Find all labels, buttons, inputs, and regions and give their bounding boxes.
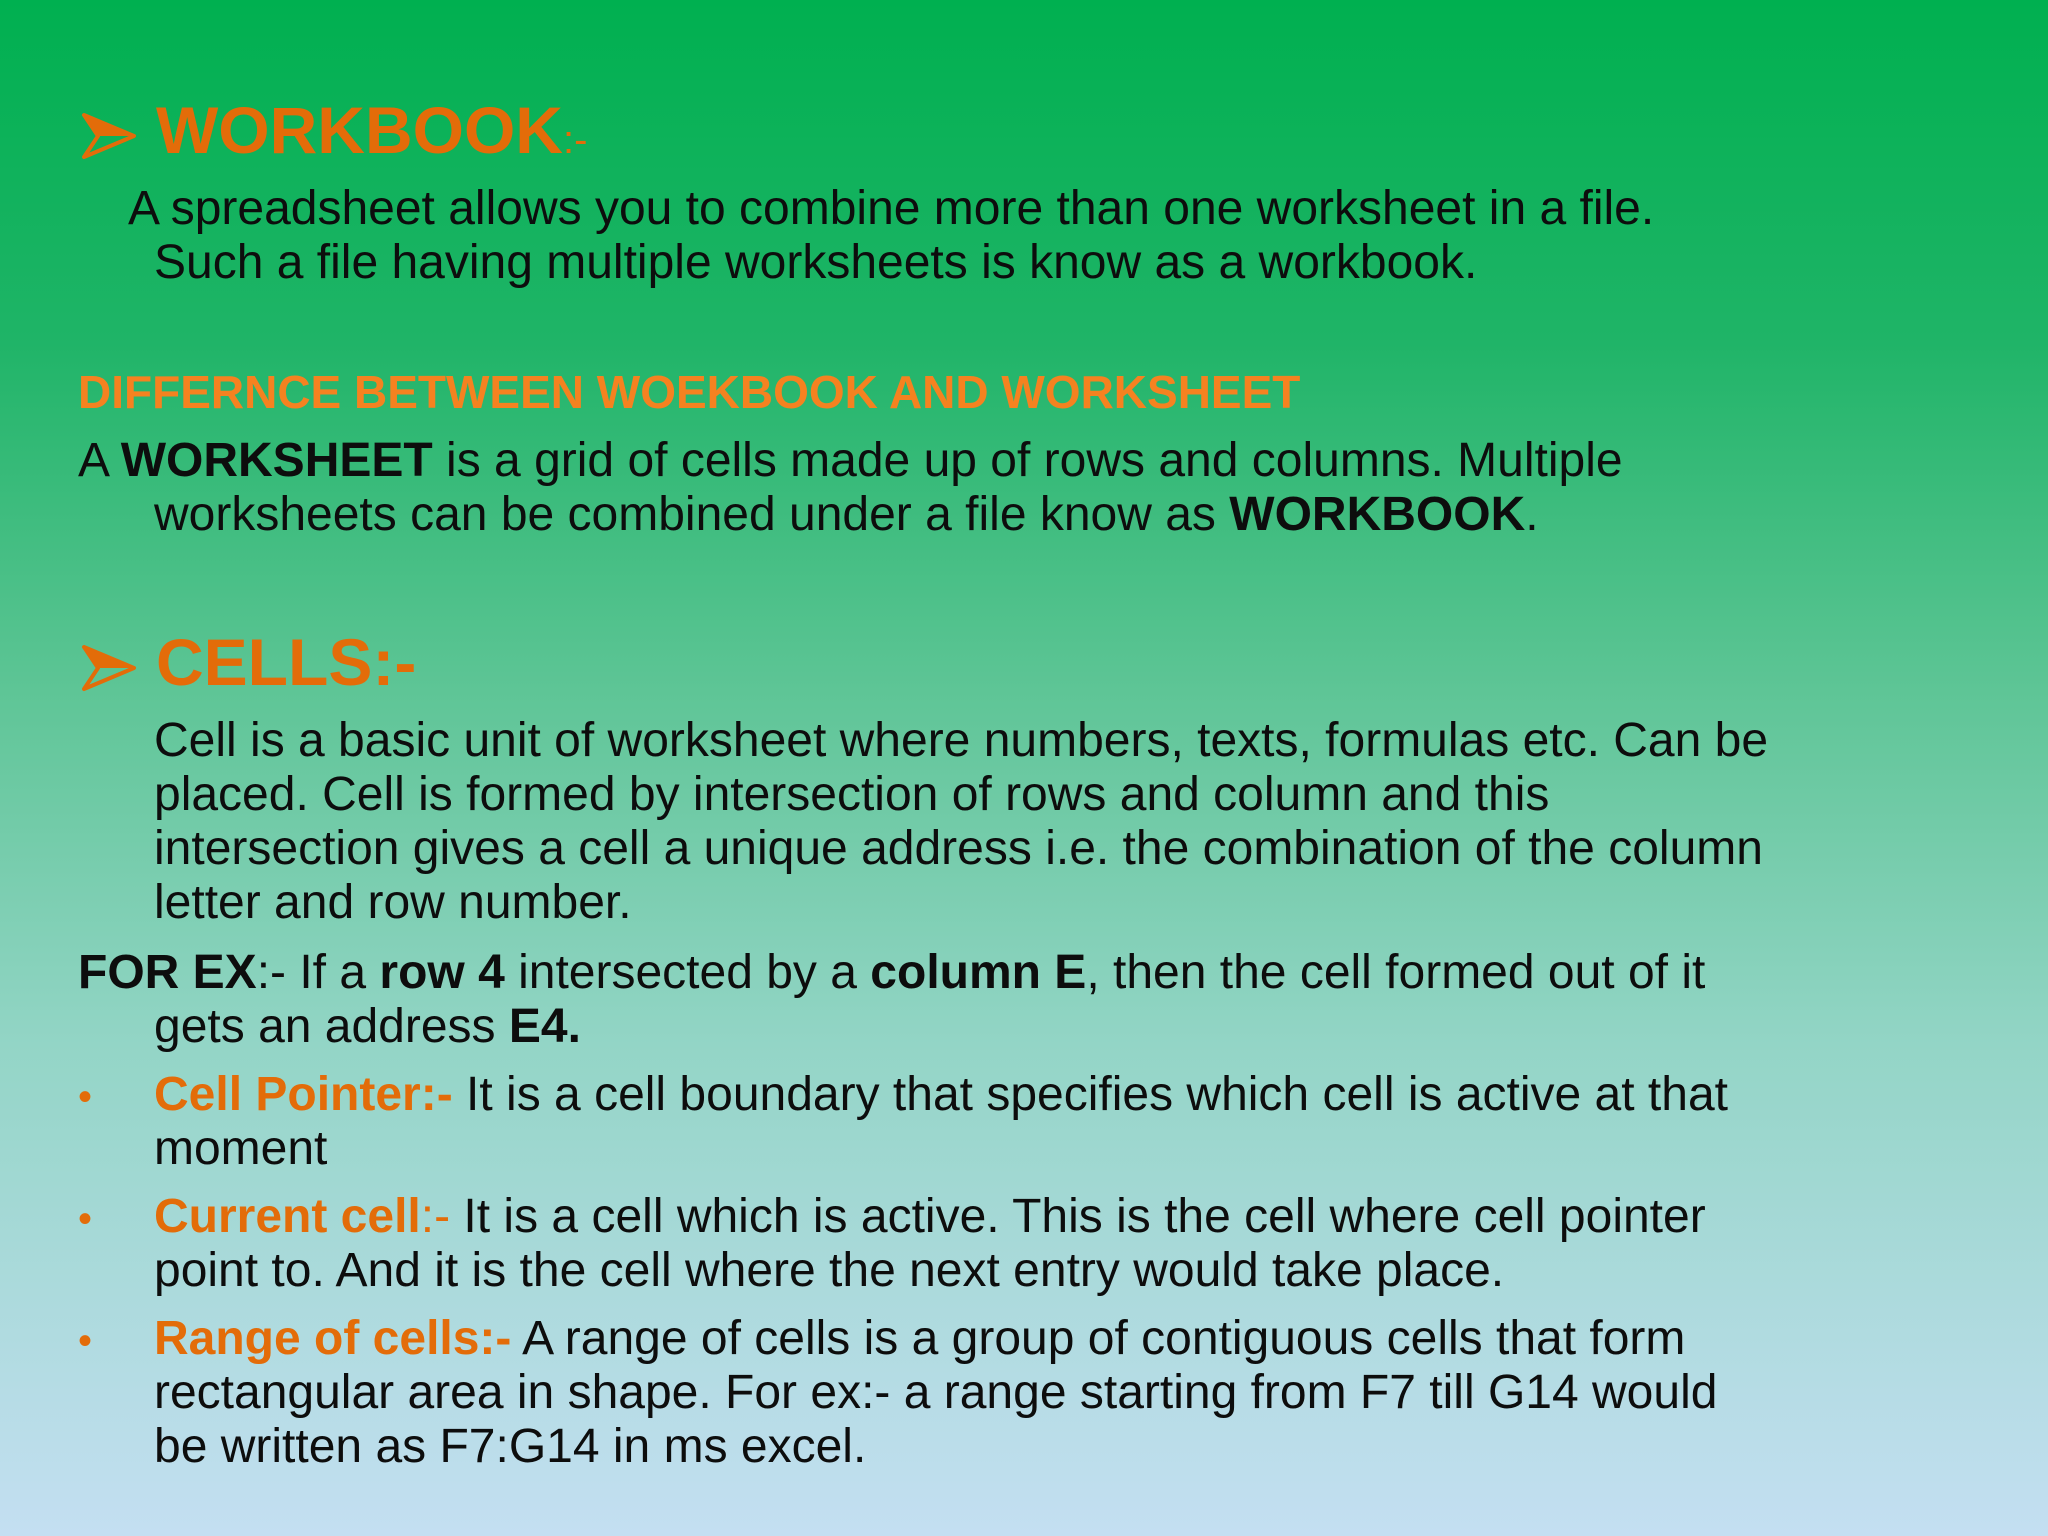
bullet-text: A range of cells is a group of contiguous cells that form [511,1312,1686,1365]
bullet-2-line-2: point to. And it is the cell where the next entry would take place. [154,1244,1505,1297]
difference-line-1 [78,434,1623,488]
bullet-3-line-1 [154,1312,1685,1366]
example-label: FOR EX [78,946,257,999]
cells-description-line: Cell is a basic unit of worksheet where numbers, texts, formulas etc. Can be [154,714,1769,767]
workbook-heading [80,94,587,176]
bullet-icon: • [78,1319,93,1363]
bullet-text: It is a cell boundary that specifies which cell is active at that [452,1068,1728,1121]
bullet-3-line-3: be written as F7:G14 in ms excel. [154,1420,867,1473]
bullet-text: It is a cell which is active. This is the cell where cell pointer [450,1190,1706,1243]
bullet-1-line-2: moment [154,1122,328,1175]
bullet-3-line-2: rectangular area in shape. For ex:- a range starting from F7 till G14 would [154,1366,1718,1419]
example-line-2 [154,1000,581,1054]
current-cell-term: Current cell [154,1190,421,1243]
workbook-title: WORKBOOK [156,93,563,167]
cell-pointer-term: Cell Pointer:- [154,1068,453,1121]
example-text: intersected by a [504,946,871,999]
bullet-icon: • [78,1197,93,1241]
worksheet-term: WORKSHEET [120,434,433,487]
cells-description-line: letter and row number. [154,876,632,929]
bullet-2-line-1 [154,1190,1706,1244]
example-row: row 4 [379,946,505,999]
workbook-title-suffix: :- [562,118,588,162]
difference-text: worksheets can be combined under a file know as [154,488,1230,541]
difference-text: . [1525,488,1539,541]
bullet-1-line-1 [154,1068,1728,1122]
example-column: column E [870,946,1087,999]
arrow-bullet-icon [80,643,138,693]
difference-text: A [78,434,121,487]
cells-heading [80,626,416,698]
example-text: , then the cell formed out of it [1086,946,1706,999]
bullet-icon: • [78,1075,93,1119]
range-of-cells-term: Range of cells:- [154,1312,512,1365]
difference-line-2 [154,488,1539,542]
arrow-bullet-icon [80,111,138,161]
workbook-text-line-2: Such a file having multiple worksheets is know as a workbook. [154,236,1478,289]
cells-description-line: placed. Cell is formed by intersection of rows and column and this [154,768,1550,821]
example-text: gets an address [154,1000,509,1053]
example-text: :- If a [256,946,380,999]
cells-description [154,714,1768,930]
cells-title: CELLS:- [156,625,417,699]
workbook-text-line-1: A spreadsheet allows you to combine more than one worksheet in a file. [128,182,1655,235]
current-cell-term-suffix: :- [420,1190,451,1243]
example-line-1 [78,946,1705,1000]
difference-text: is a grid of cells made up of rows and columns. Multiple [432,434,1623,487]
cells-description-line: intersection gives a cell a unique address i.e. the combination of the column [154,822,1763,875]
difference-heading: DIFFERNCE BETWEEN WOEKBOOK AND WORKSHEET [78,366,1301,418]
example-address: E4. [508,1000,581,1053]
workbook-term: WORKBOOK [1229,488,1526,541]
